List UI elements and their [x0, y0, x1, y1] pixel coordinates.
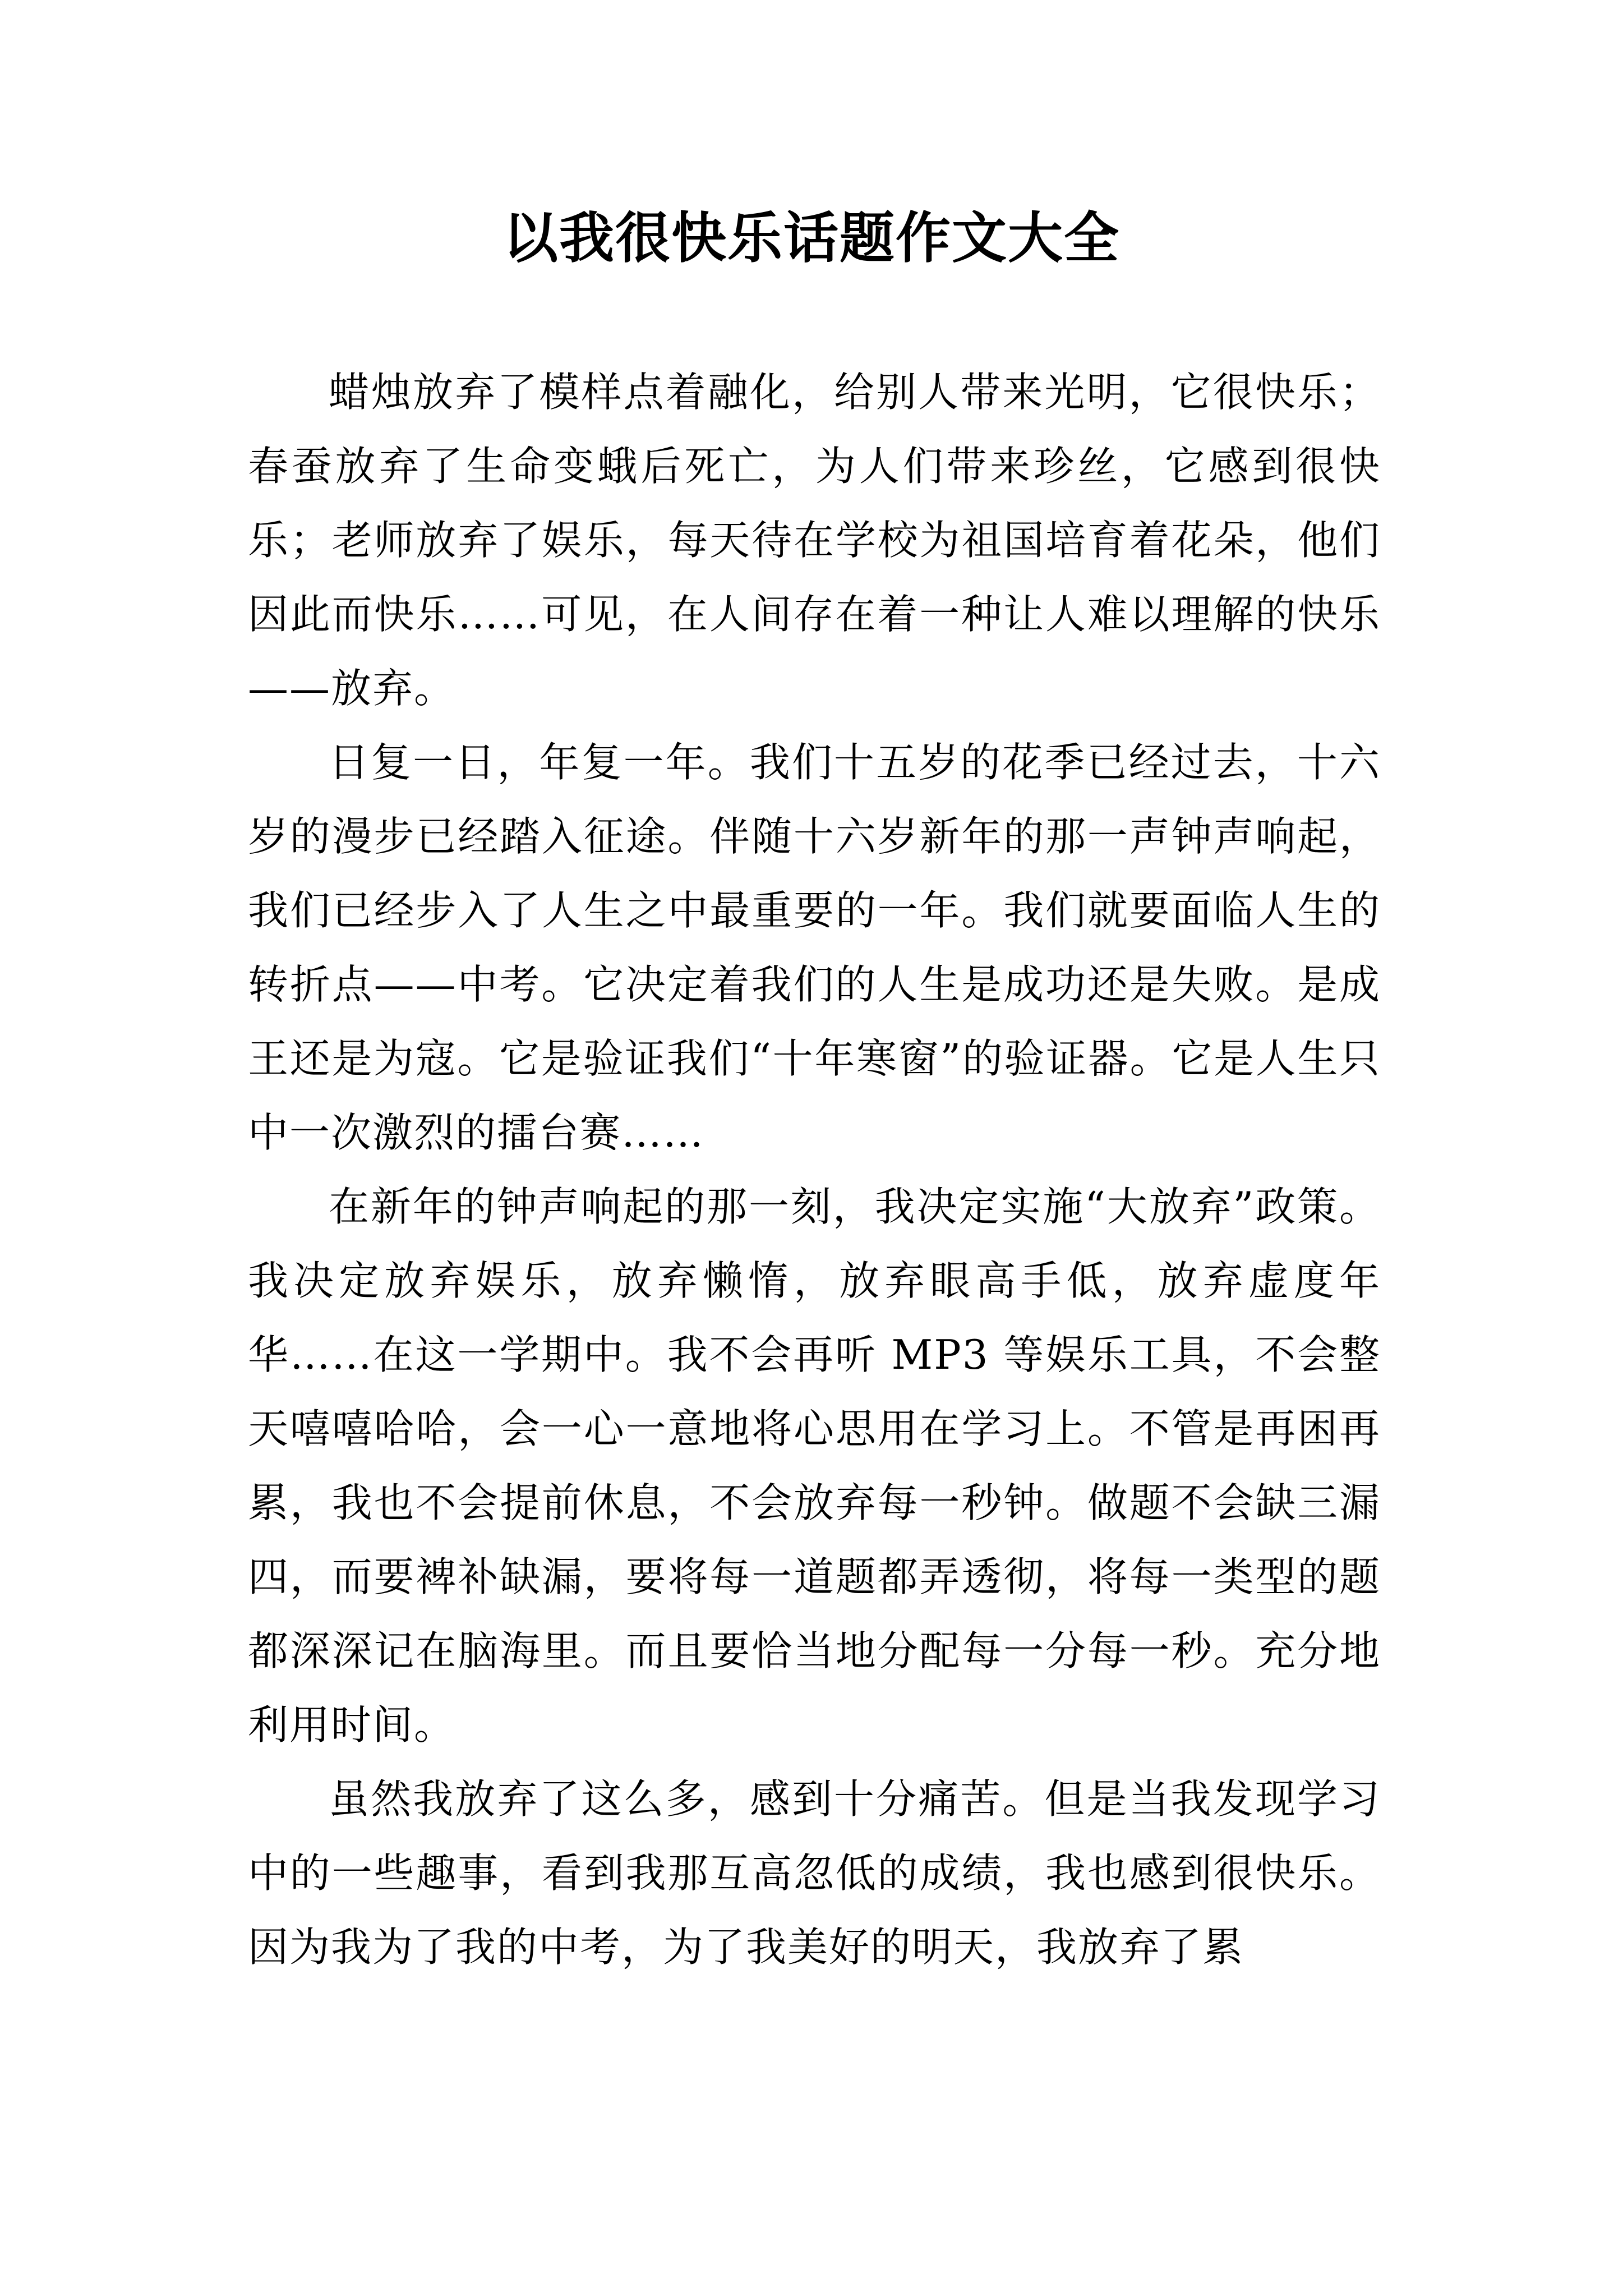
paragraph-2: 日复一日，年复一年。我们十五岁的花季已经过去，十六岁的漫步已经踏入征途。伴随十六岁新年的那一声钟声响起，我们已经步入了人生之中最重要的一年。我们就要面临人生的转折点——中考。它决定着我们的人生是成功还是失败。是成王还是为寇。它是验证我们“十年寒窗”的验证器。它是人生只中一次激烈的擂台赛…… — [248, 739, 1381, 1156]
document-title: 以我很快乐话题作文大全 — [502, 206, 1120, 270]
paragraph-1: 蜡烛放弃了模样点着融化，给别人带来光明，它很快乐；春蚕放弃了生命变蛾后死亡，为人们带来珍丝，它感到很快乐；老师放弃了娱乐，每天待在学校为祖国培育着花朵，他们因此而快乐……可见，在人间存在着一种让人难以理解的快乐——放弃。 — [248, 369, 1381, 712]
paragraph-4: 虽然我放弃了这么多，感到十分痛苦。但是当我发现学习中的一些趣事，看到我那互高忽低的成绩，我也感到很快乐。因为我为了我的中考，为了我美好的明天，我放弃了累 — [248, 1775, 1381, 1971]
document-body — [248, 355, 1381, 1984]
paragraph-3: 在新年的钟声响起的那一刻，我决定实施“大放弃”政策。我决定放弃娱乐，放弃懒惰，放弃眼高手低，放弃虚度年华……在这一学期中。我不会再听 MP3 等娱乐工具，不会整天嘻嘻哈哈，会一心一意地将心思用在学习上。不管是再困再累，我也不会提前休息，不会放弃每一秒钟。做题不会缺三漏四，而要裨补缺漏，要将每一道题都弄透彻，将每一类型的题都深深记在脑海里。而且要恰当地分配每一分每一秒。充分地利用时间。 — [248, 1183, 1381, 1749]
